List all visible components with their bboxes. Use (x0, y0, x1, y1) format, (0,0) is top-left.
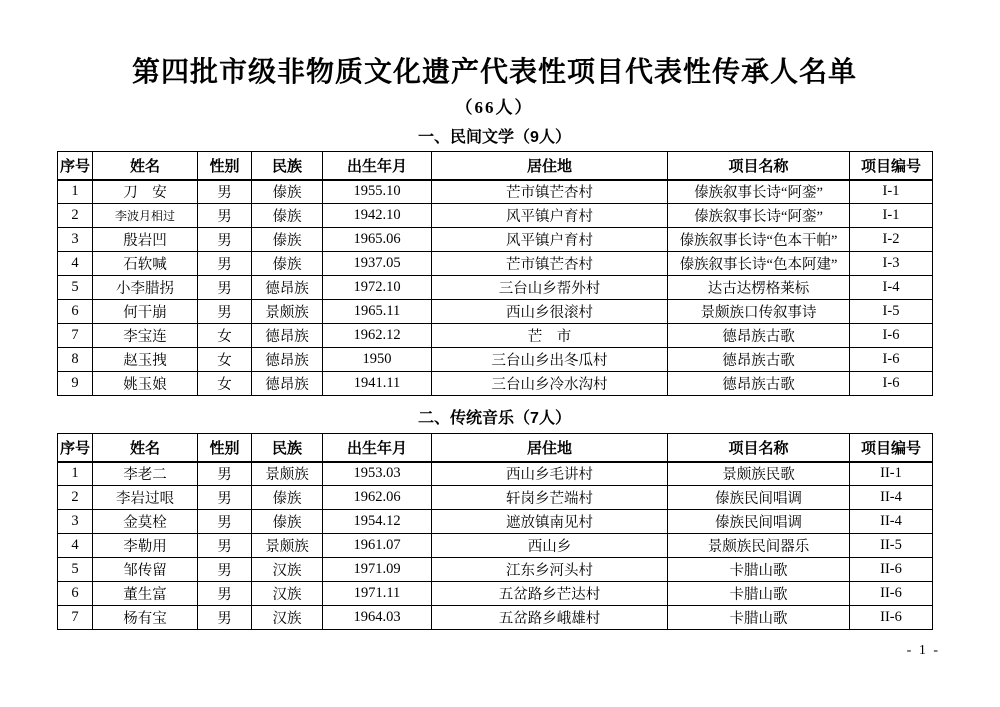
table-row (58, 510, 933, 534)
table-cell: I-1 (850, 204, 933, 228)
table-cell: 李老二 (93, 462, 198, 486)
table-cell: 三台山乡出冬瓜村 (432, 348, 668, 372)
table-header (58, 152, 933, 180)
traditional-music-table-body (58, 462, 933, 630)
column-header-ethnicity: 民族 (252, 152, 323, 180)
table-row (58, 324, 933, 348)
table-cell: 3 (58, 510, 93, 534)
column-header-serial: 序号 (58, 152, 93, 180)
table-cell: 男 (198, 252, 252, 276)
table-cell: 邹传留 (93, 558, 198, 582)
table-cell: 汉族 (252, 582, 323, 606)
table-cell: 石软喊 (93, 252, 198, 276)
table-cell: 男 (198, 462, 252, 486)
table-cell: II-1 (850, 462, 933, 486)
column-header-project-code: 项目编号 (850, 152, 933, 180)
column-header-name: 姓名 (93, 152, 198, 180)
table-cell: 1953.03 (323, 462, 432, 486)
table-cell: 金莫栓 (93, 510, 198, 534)
table-cell: I-1 (850, 180, 933, 204)
header-row (58, 434, 933, 462)
table-cell: 德昂族古歌 (668, 372, 850, 396)
table-row (58, 582, 933, 606)
table-cell: II-4 (850, 486, 933, 510)
table-cell: 景颇族口传叙事诗 (668, 300, 850, 324)
table-cell: 轩岗乡芒端村 (432, 486, 668, 510)
table-cell: 傣族 (252, 180, 323, 204)
table-cell: 2 (58, 204, 93, 228)
table-cell: 傣族 (252, 228, 323, 252)
table-cell: 男 (198, 510, 252, 534)
table-row (58, 534, 933, 558)
table-row (58, 252, 933, 276)
table-cell: 卡腊山歌 (668, 582, 850, 606)
table-cell: 1962.12 (323, 324, 432, 348)
table-cell: 1965.11 (323, 300, 432, 324)
table-cell: 卡腊山歌 (668, 558, 850, 582)
table-cell: 5 (58, 558, 93, 582)
table-cell: 汉族 (252, 558, 323, 582)
table-cell: 1964.03 (323, 606, 432, 630)
table-cell: 傣族 (252, 204, 323, 228)
table-cell: 1971.11 (323, 582, 432, 606)
table-cell: 5 (58, 276, 93, 300)
table-cell: II-6 (850, 558, 933, 582)
table-cell: 杨有宝 (93, 606, 198, 630)
table-cell: I-6 (850, 348, 933, 372)
table-cell: 1972.10 (323, 276, 432, 300)
table-cell: 傣族民间唱调 (668, 486, 850, 510)
table-cell: I-5 (850, 300, 933, 324)
table-cell: 德昂族古歌 (668, 348, 850, 372)
table-row (58, 180, 933, 204)
table-cell: 德昂族 (252, 372, 323, 396)
table-cell: 姚玉娘 (93, 372, 198, 396)
table-cell: 6 (58, 582, 93, 606)
table-row (58, 228, 933, 252)
table-cell: I-3 (850, 252, 933, 276)
table-cell: 风平镇户育村 (432, 204, 668, 228)
table-cell: 1 (58, 462, 93, 486)
table-cell: 赵玉拽 (93, 348, 198, 372)
table-cell: 何干崩 (93, 300, 198, 324)
table-cell: 三台山乡帮外村 (432, 276, 668, 300)
document-title: 第四批市级非物质文化遗产代表性项目代表性传承人名单 (131, 56, 857, 87)
header-row (58, 152, 933, 180)
table-cell: II-6 (850, 606, 933, 630)
table-cell: 男 (198, 204, 252, 228)
table-cell: 景颇族 (252, 534, 323, 558)
page-number: - 1 - (906, 643, 940, 658)
table-cell: 傣族 (252, 252, 323, 276)
table-cell: 男 (198, 300, 252, 324)
table-cell: 3 (58, 228, 93, 252)
table-cell: 五岔路乡峨雄村 (432, 606, 668, 630)
table-cell: 李宝连 (93, 324, 198, 348)
table-cell: 景颇族 (252, 462, 323, 486)
table-header (58, 434, 933, 462)
table-row (58, 300, 933, 324)
table-cell: I-6 (850, 372, 933, 396)
table-cell: 1942.10 (323, 204, 432, 228)
table-cell: 三台山乡冷水沟村 (432, 372, 668, 396)
table-cell: 风平镇户育村 (432, 228, 668, 252)
table-cell: 傣族民间唱调 (668, 510, 850, 534)
table-cell: 1 (58, 180, 93, 204)
column-header-project-name: 项目名称 (668, 434, 850, 462)
table-cell: 江东乡河头村 (432, 558, 668, 582)
table-cell: 6 (58, 300, 93, 324)
table-cell: 傣族 (252, 486, 323, 510)
table-cell: 董生富 (93, 582, 198, 606)
table-cell: II-6 (850, 582, 933, 606)
table-row (58, 606, 933, 630)
column-header-birthdate: 出生年月 (323, 152, 432, 180)
table-row (58, 462, 933, 486)
table-cell: 景颇族民歌 (668, 462, 850, 486)
table-cell: 4 (58, 252, 93, 276)
table-cell: 7 (58, 606, 93, 630)
table-cell: 景颇族民间器乐 (668, 534, 850, 558)
table-cell: 芒 市 (432, 324, 668, 348)
table-cell: 1962.06 (323, 486, 432, 510)
table-cell: 李波月相过 (93, 204, 198, 228)
table-cell: 4 (58, 534, 93, 558)
table-cell: 男 (198, 534, 252, 558)
table-cell: 德昂族 (252, 348, 323, 372)
table-cell: 德昂族古歌 (668, 324, 850, 348)
table-cell: II-5 (850, 534, 933, 558)
table-row (58, 558, 933, 582)
table-cell: 西山乡很滚村 (432, 300, 668, 324)
table-cell: 西山乡毛讲村 (432, 462, 668, 486)
column-header-name: 姓名 (93, 434, 198, 462)
table-row (58, 348, 933, 372)
column-header-project-name: 项目名称 (668, 152, 850, 180)
folk-literature-table (57, 151, 933, 396)
table-cell: 男 (198, 486, 252, 510)
table-cell: 女 (198, 324, 252, 348)
table-cell: 景颇族 (252, 300, 323, 324)
table-cell: 男 (198, 606, 252, 630)
table-cell: 1955.10 (323, 180, 432, 204)
column-header-gender: 性别 (198, 434, 252, 462)
folk-literature-table-body (58, 180, 933, 396)
table-cell: 女 (198, 348, 252, 372)
traditional-music-table (57, 433, 933, 630)
table-cell: 刀 安 (93, 180, 198, 204)
table-cell: 五岔路乡芒达村 (432, 582, 668, 606)
column-header-project-code: 项目编号 (850, 434, 933, 462)
table-cell: 7 (58, 324, 93, 348)
table-cell: 8 (58, 348, 93, 372)
table-cell: 德昂族 (252, 276, 323, 300)
table-cell: 男 (198, 276, 252, 300)
table-cell: II-4 (850, 510, 933, 534)
column-header-birthdate: 出生年月 (323, 434, 432, 462)
table-cell: 芒市镇芒杏村 (432, 252, 668, 276)
table-cell: 1941.11 (323, 372, 432, 396)
column-header-residence: 居住地 (432, 434, 668, 462)
section-heading-folk-literature: 一、民间文学（9人） (418, 129, 571, 146)
table-cell: 女 (198, 372, 252, 396)
table-cell: 1965.06 (323, 228, 432, 252)
table-cell: 1950 (323, 348, 432, 372)
table-cell: 西山乡 (432, 534, 668, 558)
table-cell: 9 (58, 372, 93, 396)
table-row (58, 372, 933, 396)
column-header-ethnicity: 民族 (252, 434, 323, 462)
table-row (58, 276, 933, 300)
table-cell: 达古达楞格莱标 (668, 276, 850, 300)
table-cell: 傣族叙事长诗“色本干帕” (668, 228, 850, 252)
table-cell: 男 (198, 228, 252, 252)
table-cell: 芒市镇芒杏村 (432, 180, 668, 204)
table-cell: 傣族叙事长诗“阿銮” (668, 180, 850, 204)
column-header-gender: 性别 (198, 152, 252, 180)
table-cell: 男 (198, 180, 252, 204)
table-cell: 1961.07 (323, 534, 432, 558)
table-cell: I-6 (850, 324, 933, 348)
table-cell: 1937.05 (323, 252, 432, 276)
table-cell: I-4 (850, 276, 933, 300)
table-cell: 傣族叙事长诗“色本阿建” (668, 252, 850, 276)
table-cell: 小李腊拐 (93, 276, 198, 300)
table-cell: I-2 (850, 228, 933, 252)
table-cell: 汉族 (252, 606, 323, 630)
table-cell: 1954.12 (323, 510, 432, 534)
table-row (58, 204, 933, 228)
column-header-residence: 居住地 (432, 152, 668, 180)
table-cell: 李岩过哏 (93, 486, 198, 510)
table-cell: 殷岩凹 (93, 228, 198, 252)
table-cell: 德昂族 (252, 324, 323, 348)
table-cell: 男 (198, 582, 252, 606)
document-subtitle: （66人） (455, 98, 534, 117)
column-header-serial: 序号 (58, 434, 93, 462)
section-heading-traditional-music: 二、传统音乐（7人） (418, 410, 571, 427)
table-cell: 卡腊山歌 (668, 606, 850, 630)
table-cell: 傣族 (252, 510, 323, 534)
table-cell: 傣族叙事长诗“阿銮” (668, 204, 850, 228)
table-cell: 遮放镇南见村 (432, 510, 668, 534)
table-cell: 1971.09 (323, 558, 432, 582)
table-cell: 2 (58, 486, 93, 510)
table-row (58, 486, 933, 510)
table-cell: 李勒用 (93, 534, 198, 558)
table-cell: 男 (198, 558, 252, 582)
